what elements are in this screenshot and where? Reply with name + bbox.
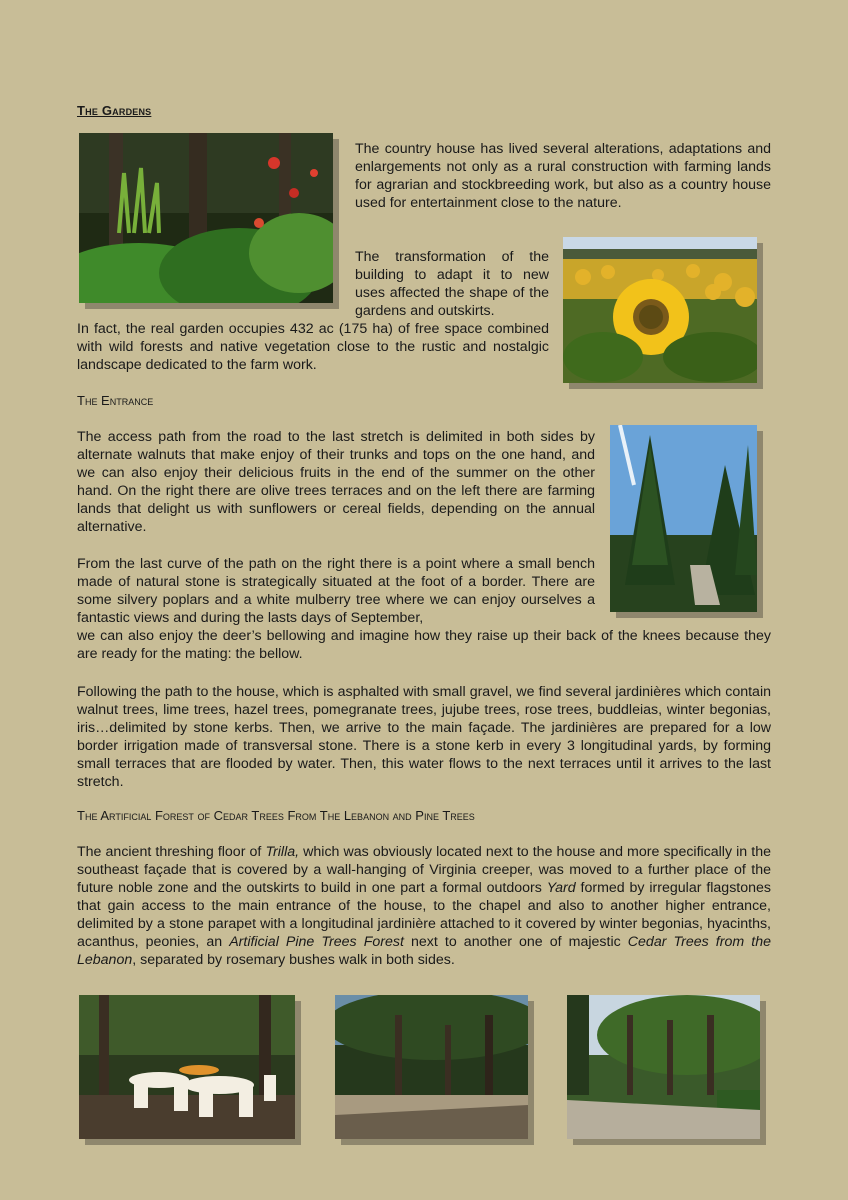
gardens-paragraph-2b: In fact, the real garden occupies 432 ac (175 ha) of free space combined with wild forests and native vegetation close to the rustic and nostalgic landscape dedicated to the farm work. [77, 321, 549, 373]
gardens-heading: The Gardens [77, 103, 152, 118]
cedar-trees-photo [610, 425, 757, 612]
entrance-heading: The Entrance [77, 393, 154, 408]
entrance-paragraph-3: Following the path to the house, which is asphalted with small gravel, we find several jardinières which contain walnut trees, lime trees, hazel trees, pomegranate trees, jujube trees, rose trees, buddleias, winter begonias, iris…delimited by stone kerbs. Then, we arrive to the main façade. The jardinières are prepared for a low border irrigation made of transversal stone. There is a stone kerb in every 3 longitudinal yards, by forming small terraces that are flooded by water. Then, this water flows to the next terraces until it arrives to the last stretch. [77, 684, 771, 790]
forest-paragraph: The ancient threshing floor of Trilla, which was obviously located next to the house and more specifically in the southeast façade that is covered by a wall-hanging of Virginia creeper, was moved to a further place of the future noble zone and the outskirts to build in one part a formal outdoors Yard formed by irregular flagstones that gain access to the main entrance of the house, to the chapel and also to another higher entrance, delimited by a stone parapet with a longitudinal jardinière attached to it covered by winter begonias, hyacinths, acanthus, peonies, an Artificial Pine Trees Forest next to another one of majestic Cedar Trees from the Lebanon, separated by rosemary bushes walk in both sides. [77, 844, 771, 968]
gardens-paragraph-1: The country house has lived several alterations, adaptations and enlargements not only as a rural construction with farming lands for agrarian and stockbreeding work, but also as a country house used for entertainment close to the nature. [355, 141, 771, 211]
entrance-paragraph-2b: we can also enjoy the deer’s bellowing and imagine how they raise up their back of the knees because they are ready for the mating: the bellow. [77, 628, 771, 662]
stone-yard-photo [567, 995, 760, 1139]
outdoor-dining-photo [79, 995, 295, 1139]
garden-flowers-photo [79, 133, 333, 303]
pine-forest-photo [335, 995, 528, 1139]
entrance-paragraph-2a: From the last curve of the path on the right there is a point where a small bench made of natural stone is strategically situated at the foot of a border. There are some silvery poplars and a white mulberry tree where we can enjoy ourselves a fantastic views and during the lasts days of September, [77, 556, 595, 626]
gardens-paragraph-2a: The transformation of the building to adapt it to new uses affected the shape of the gardens and outskirts. [355, 249, 549, 319]
forest-heading: The Artificial Forest of Cedar Trees From The Lebanon and Pine Trees [77, 808, 475, 823]
sunflower-field-photo [563, 237, 757, 383]
entrance-paragraph-1: The access path from the road to the last stretch is delimited in both sides by alternate walnuts that make enjoy of their trunks and tops on the one hand, and we can also enjoy their delicious fruits in the end of the summer on the other hand. On the right there are olive trees terraces and on the left there are farming lands that delight us with sunflowers or cereal fields, depending on the annual alternative. [77, 429, 595, 535]
